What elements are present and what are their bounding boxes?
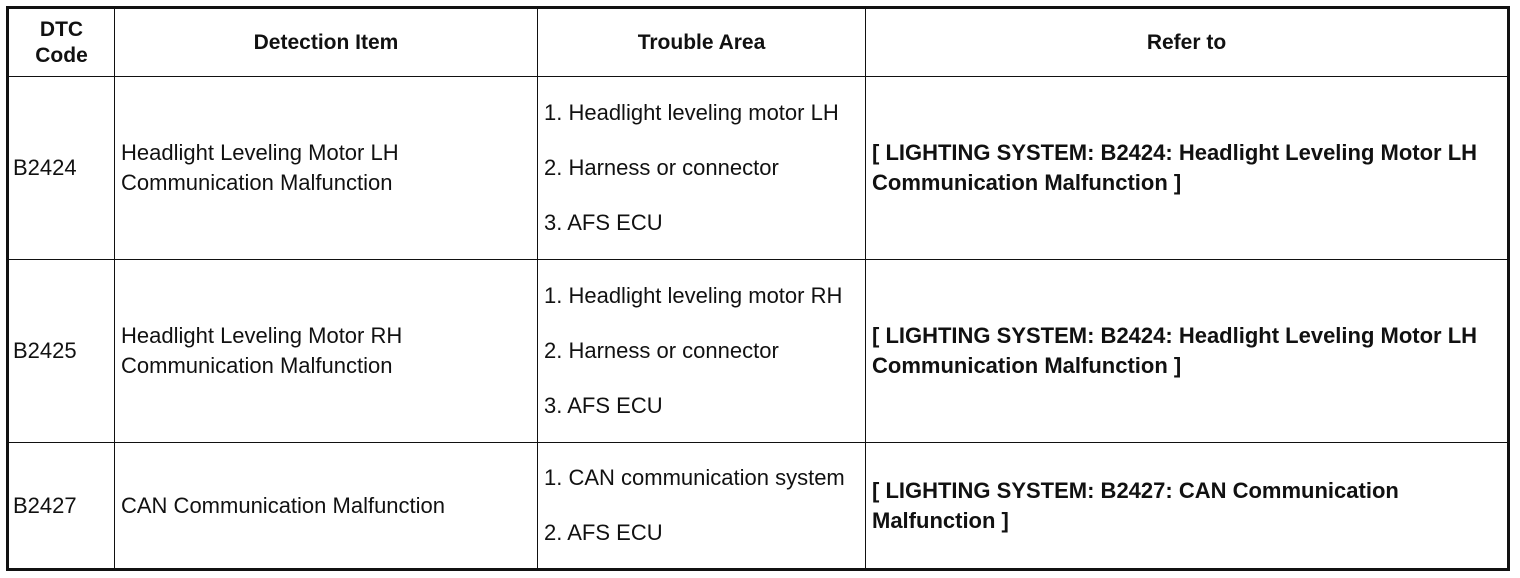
trouble-area-item: 1. Headlight leveling motor RH (544, 283, 843, 309)
trouble-area-list (544, 463, 859, 548)
trouble-area-item: 2. Harness or connector (544, 338, 779, 364)
header-detection-item: Detection Item (115, 8, 538, 77)
header-dtc-code-line2: Code (35, 43, 88, 67)
trouble-area-list (544, 281, 859, 421)
header-row (8, 8, 1509, 77)
refer-to-link[interactable]: [ LIGHTING SYSTEM: B2424: Headlight Leveling Motor LH Communication Malfunction ] (866, 260, 1509, 443)
table-row (8, 77, 1509, 260)
trouble-area-list (544, 98, 859, 238)
trouble-area-item: 3. AFS ECU (544, 210, 663, 236)
trouble-area-item: 3. AFS ECU (544, 393, 663, 419)
trouble-area-item: 2. Harness or connector (544, 155, 779, 181)
table-row (8, 443, 1509, 570)
trouble-area-cell (538, 260, 866, 443)
dtc-code-cell: B2425 (8, 260, 115, 443)
trouble-area-cell (538, 77, 866, 260)
trouble-area-item: 2. AFS ECU (544, 520, 663, 546)
detection-item-cell: Headlight Leveling Motor LH Communication Malfunction (115, 77, 538, 260)
header-dtc-code-line1: DTC (39, 17, 84, 41)
table-row (8, 260, 1509, 443)
table-header (8, 8, 1509, 77)
header-dtc-code (8, 8, 115, 77)
table-body (8, 77, 1509, 570)
dtc-code-cell: B2427 (8, 443, 115, 570)
dtc-table (6, 6, 1510, 571)
refer-to-link[interactable]: [ LIGHTING SYSTEM: B2424: Headlight Leveling Motor LH Communication Malfunction ] (866, 77, 1509, 260)
header-refer-to: Refer to (866, 8, 1509, 77)
header-trouble-area: Trouble Area (538, 8, 866, 77)
dtc-code-cell: B2424 (8, 77, 115, 260)
detection-item-cell: CAN Communication Malfunction (115, 443, 538, 570)
trouble-area-cell (538, 443, 866, 570)
refer-to-link[interactable]: [ LIGHTING SYSTEM: B2427: CAN Communication Malfunction ] (866, 443, 1509, 570)
detection-item-cell: Headlight Leveling Motor RH Communication Malfunction (115, 260, 538, 443)
trouble-area-item: 1. CAN communication system (544, 465, 845, 491)
trouble-area-item: 1. Headlight leveling motor LH (544, 100, 839, 126)
